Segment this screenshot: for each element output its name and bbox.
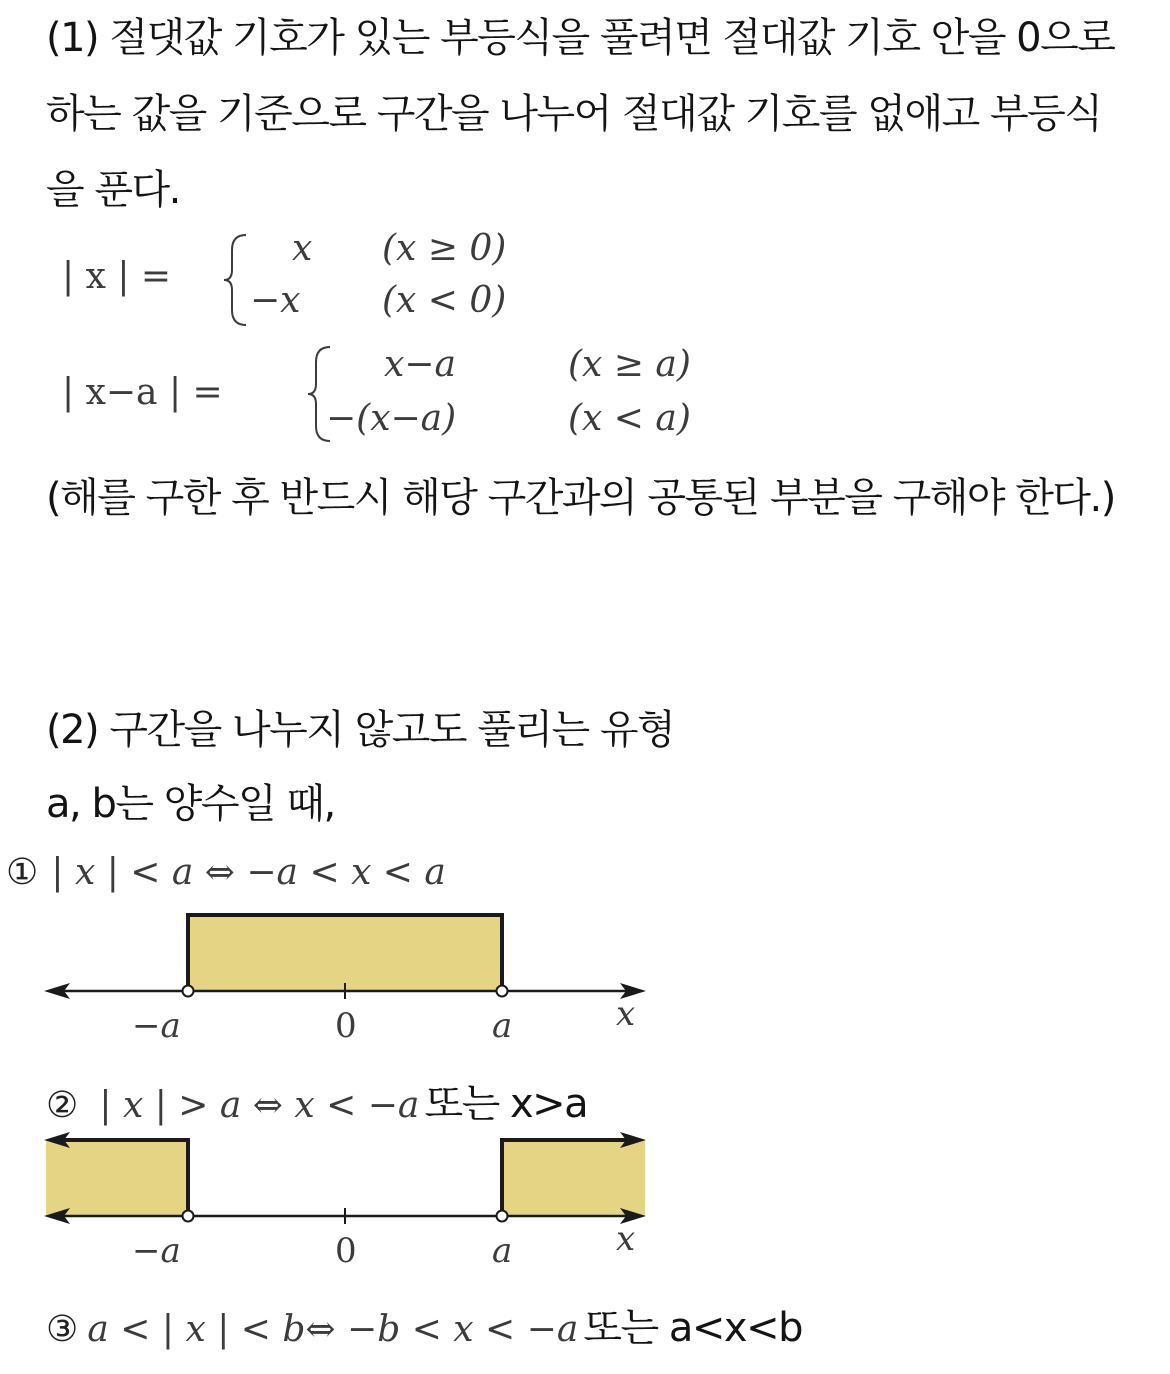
interval-fill-left-2 (46, 1140, 188, 1216)
open-point-a-1 (497, 986, 508, 997)
interval-fill-right-2 (502, 1140, 645, 1216)
section2-condition: a, b는 양수일 때, (46, 781, 335, 827)
tick-label-neg-a-2: −a (132, 1231, 181, 1271)
eq1-case2-cond: (x < 0) (382, 280, 507, 321)
open-point-neg-a-1 (183, 986, 194, 997)
open-point-neg-a-2 (183, 1211, 194, 1222)
item2-math: | x | > a ⇔ x < −a (99, 1085, 420, 1126)
eq1-case1-expr: x (292, 228, 313, 269)
tick-label-zero-2: 0 (335, 1231, 357, 1271)
eq2-case2-expr: −(x−a) (326, 398, 457, 439)
section2-title: (2) 구간을 나누지 않고도 풀리는 유형 (46, 707, 675, 753)
open-point-a-2 (497, 1211, 508, 1222)
item3-line (46, 1296, 802, 1353)
eq1-case1-cond: (x ≥ 0) (382, 228, 507, 269)
item1-math: | x | < a ⇔ −a < x < a (51, 852, 446, 893)
eq2-lhs: | x−a | = (62, 372, 223, 413)
eq2-case1-expr: x−a (384, 344, 456, 385)
tick-label-neg-a-1: −a (132, 1006, 181, 1046)
tick-label-zero-1: 0 (335, 1006, 357, 1046)
item2-suffix: 또는 x>a (424, 1081, 588, 1127)
eq2-case1-cond: (x ≥ a) (568, 344, 691, 385)
axis-label-x-1: x (616, 994, 636, 1034)
item3-marker: ③ (46, 1309, 79, 1350)
number-line-1 (40, 905, 660, 1050)
section1-text: (1) 절댓값 기호가 있는 부등식을 풀려면 절대값 기호 안을 0으로 하는 값을 기준으로 구간을 나누어 절대값 기호를 없애고 부등식을 푼다. (46, 15, 1115, 213)
item3-math: a < | x | < b⇔ −b < x < −a (87, 1309, 579, 1350)
tick-label-a-1: a (492, 1006, 513, 1046)
eq2-case2-cond: (x < a) (568, 398, 691, 439)
section1-note: (해를 구한 후 반드시 해당 구간과의 공통된 부분을 구해야 한다.) (46, 475, 1115, 521)
eq1-lhs: | x | = (62, 256, 172, 297)
item2-marker: ② (46, 1085, 79, 1126)
number-line-2 (40, 1128, 660, 1273)
item1-marker: ① (6, 852, 39, 893)
item3-suffix: 또는 a<x<b (583, 1305, 802, 1351)
interval-fill-1 (188, 915, 502, 991)
axis-label-x-2: x (616, 1219, 636, 1259)
tick-label-a-2: a (492, 1231, 513, 1271)
eq1-brace (222, 232, 252, 328)
eq1-case2-expr: −x (250, 280, 301, 321)
item2-line (46, 1072, 587, 1129)
item1-line (6, 852, 446, 893)
